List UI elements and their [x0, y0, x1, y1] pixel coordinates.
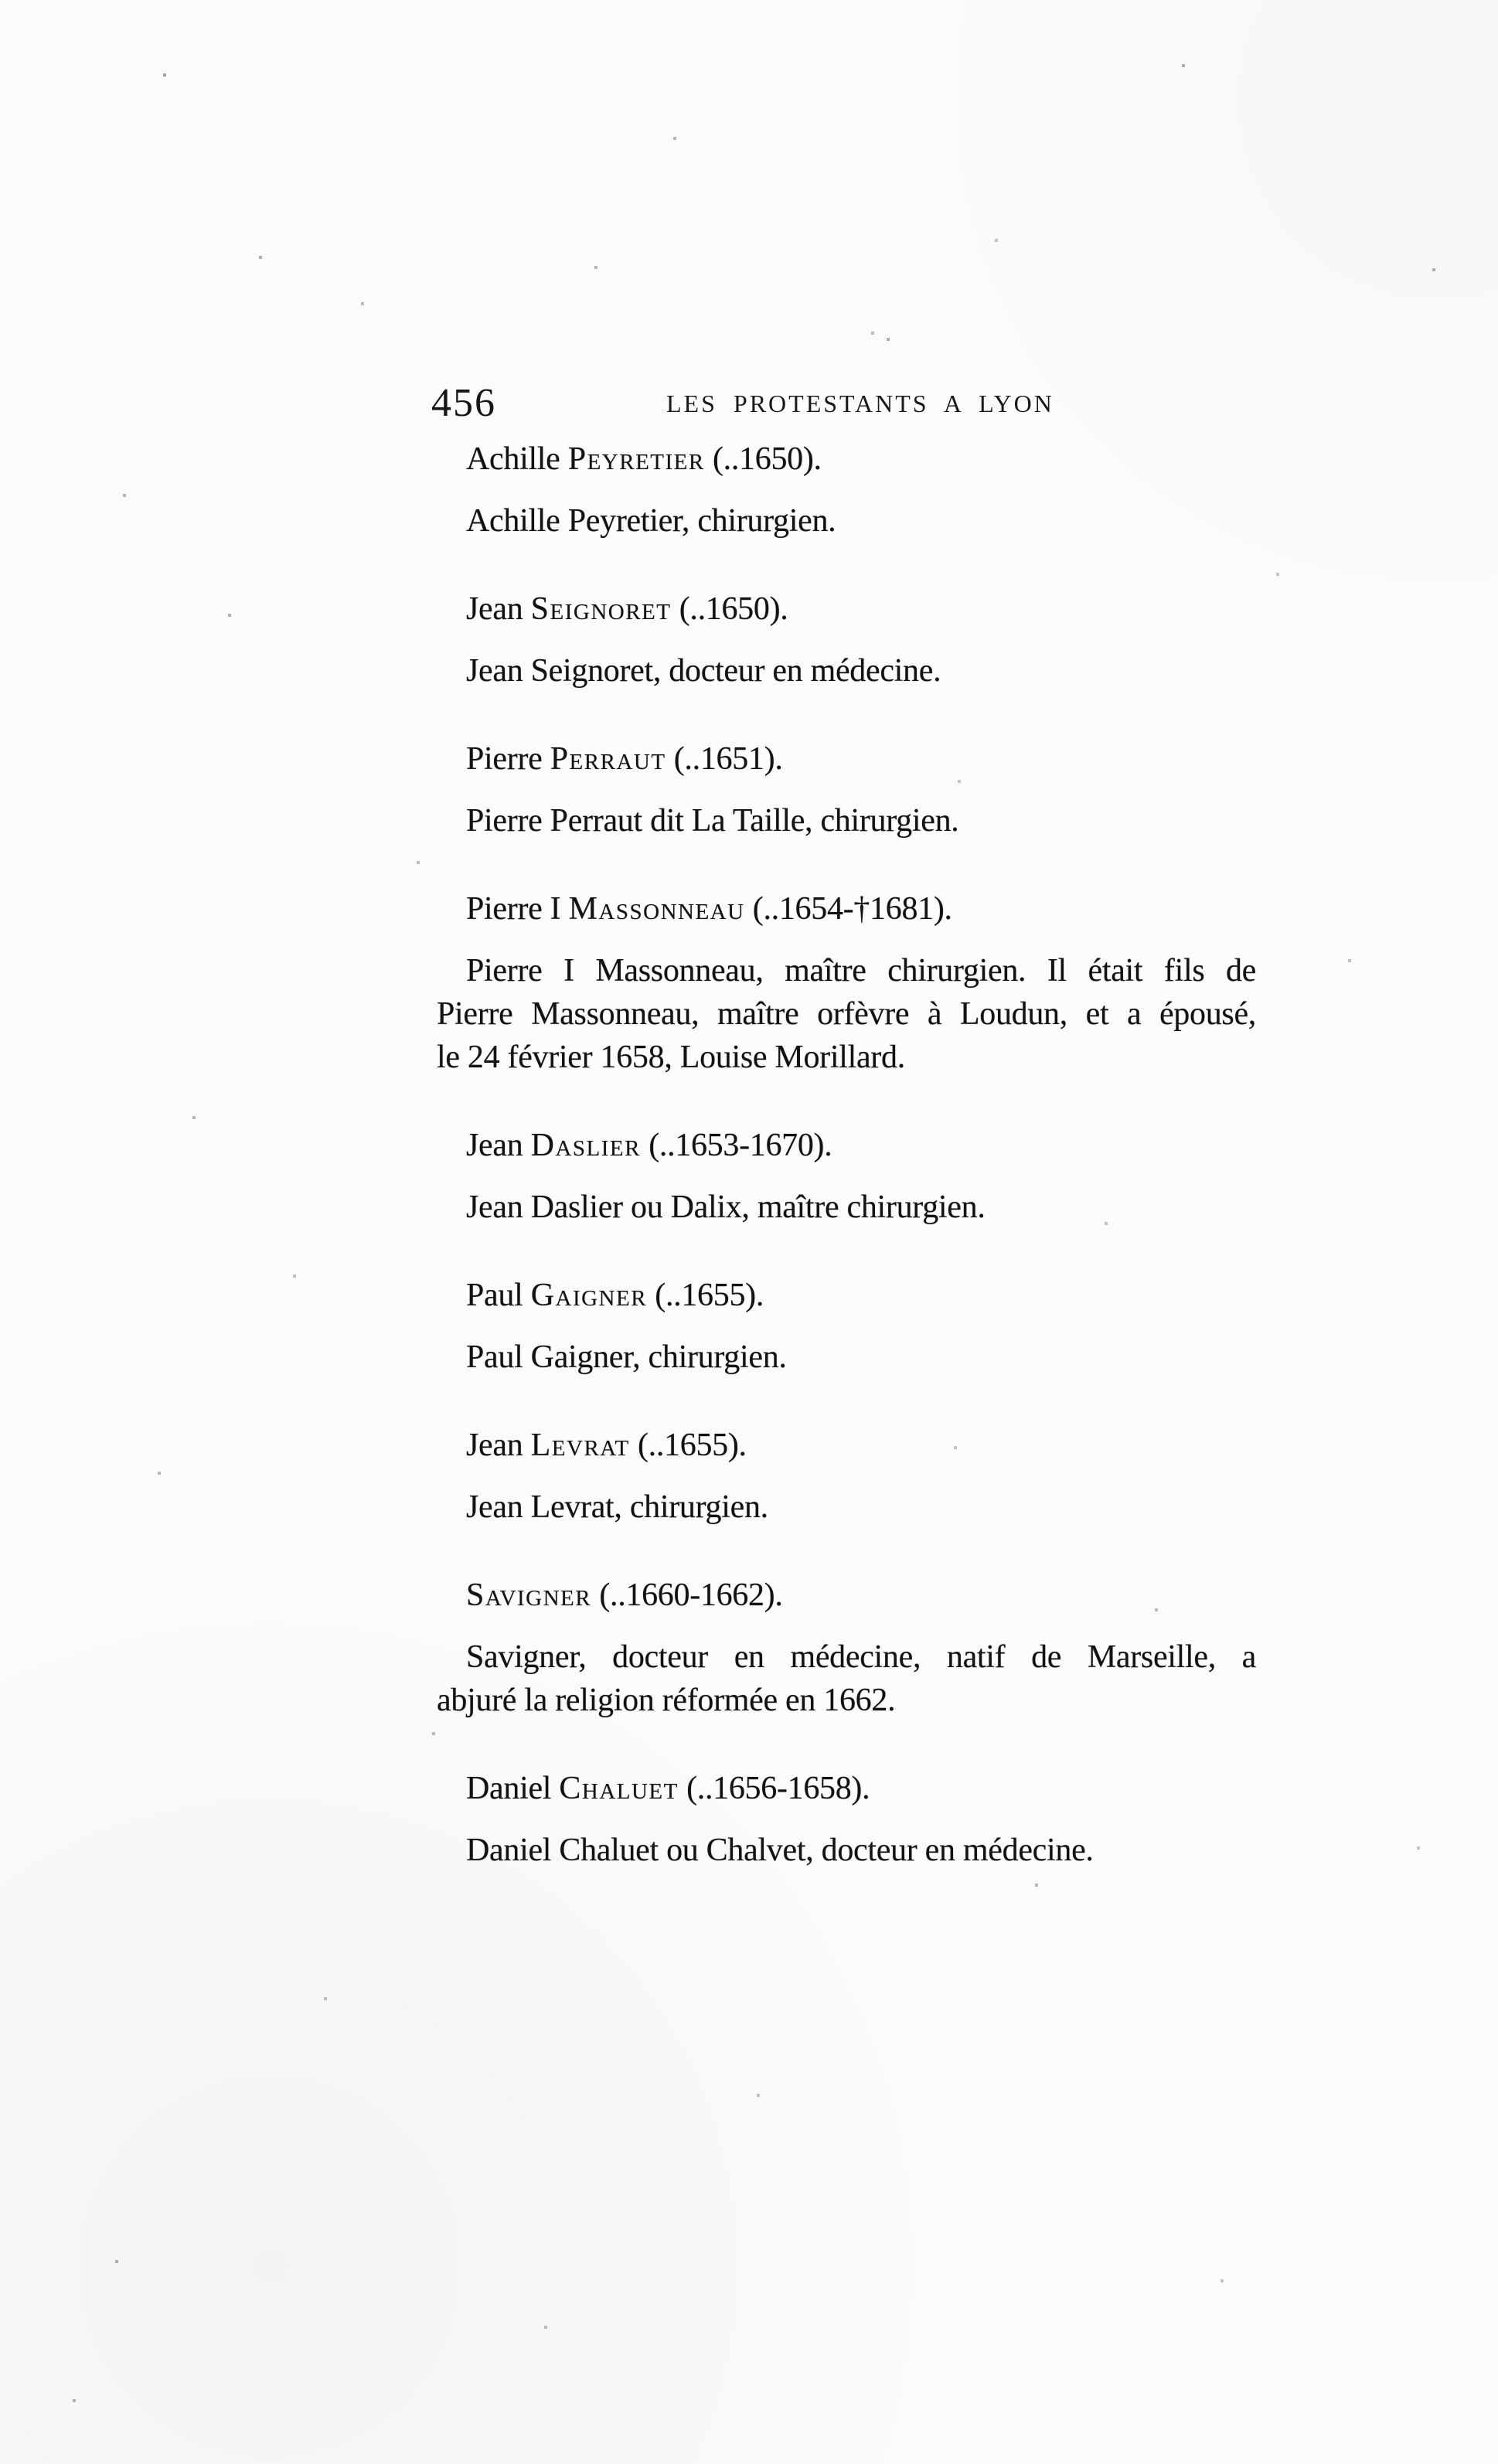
- entry-body-line: Pierre Massonneau, maître orfèvre à Loudun, et a épousé,: [437, 996, 1256, 1032]
- entry-given-name: Achille: [466, 441, 560, 477]
- entry-dates: (..1655).: [637, 1428, 747, 1463]
- entry-group: [437, 1274, 1256, 1379]
- entries-list: [437, 437, 1256, 1917]
- entry-group: [437, 1424, 1256, 1529]
- entry-group: [437, 737, 1256, 842]
- entry-body-line: Jean Seignoret, docteur en médecine.: [466, 653, 941, 689]
- entry-body-line: Jean Daslier ou Dalix, maître chirurgien.: [466, 1189, 986, 1225]
- entry-surname: Gaigner: [530, 1278, 648, 1313]
- entry-group: [437, 437, 1256, 543]
- entry-body-line: le 24 février 1658, Louise Morillard.: [437, 1040, 905, 1075]
- entry-given-name: Daniel: [466, 1771, 552, 1806]
- entry-surname: Chaluet: [559, 1771, 679, 1806]
- page-header: [0, 380, 1498, 427]
- entry-given-name: Pierre I: [466, 891, 561, 927]
- entry-surname: Daslier: [530, 1128, 641, 1163]
- entry-group: [437, 1124, 1256, 1229]
- entry-body-line: Pierre Perraut dit La Taille, chirurgien.: [466, 803, 959, 839]
- running-title: LES PROTESTANTS A LYON: [666, 390, 1054, 417]
- entry-given-name: Jean: [466, 1428, 523, 1463]
- entry-given-name: Pierre: [466, 741, 543, 777]
- entry-dates: (..1655).: [655, 1278, 764, 1313]
- entry-given-name: Paul: [466, 1278, 523, 1313]
- entry-group: [437, 587, 1256, 693]
- entry-body-line: Pierre I Massonneau, maître chirurgien. Il était fils de: [466, 953, 1256, 989]
- entry-dates: (..1651).: [673, 741, 783, 777]
- entry-surname: Peyretier: [567, 441, 705, 477]
- entry-dates: (..1650).: [679, 591, 788, 627]
- entry-surname: Savigner: [466, 1577, 592, 1613]
- page-number: 456: [431, 381, 496, 425]
- entry-group: [437, 887, 1256, 1079]
- entry-heading: [437, 1574, 1256, 1617]
- entry-given-name: Jean: [466, 591, 523, 627]
- entry-dates: (..1654-†1681).: [752, 891, 952, 927]
- entry-body-line: Daniel Chaluet ou Chalvet, docteur en médecine.: [466, 1833, 1094, 1868]
- entry-dates: (..1653-1670).: [649, 1128, 832, 1163]
- entry-body-line: Jean Levrat, chirurgien.: [466, 1489, 768, 1525]
- entry-group: [437, 1574, 1256, 1722]
- entry-heading: [437, 1274, 1256, 1317]
- entry-heading: [437, 437, 1256, 481]
- entry-body-line: Paul Gaigner, chirurgien.: [466, 1339, 787, 1375]
- entry-heading: [437, 1424, 1256, 1467]
- entry-heading: [437, 587, 1256, 631]
- entry-surname: Seignoret: [530, 591, 672, 627]
- entry-given-name: Jean: [466, 1128, 523, 1163]
- entry-dates: (..1650).: [712, 441, 822, 477]
- entry-heading: [437, 737, 1256, 781]
- entry-dates: (..1660-1662).: [599, 1577, 783, 1613]
- entry-surname: Massonneau: [568, 891, 745, 927]
- entry-dates: (..1656-1658).: [686, 1771, 870, 1806]
- entry-surname: Levrat: [530, 1428, 630, 1463]
- entry-group: [437, 1767, 1256, 1872]
- entry-heading: [437, 887, 1256, 931]
- entry-heading: [437, 1124, 1256, 1167]
- entry-body-line: Savigner, docteur en médecine, natif de Marseille, a: [466, 1639, 1256, 1675]
- entry-surname: Perraut: [550, 741, 666, 777]
- entry-body-line: abjuré la religion réformée en 1662.: [437, 1683, 896, 1718]
- entry-body-line: Achille Peyretier, chirurgien.: [466, 503, 836, 539]
- scan-speckles: [0, 0, 2, 2]
- entry-heading: [437, 1767, 1256, 1810]
